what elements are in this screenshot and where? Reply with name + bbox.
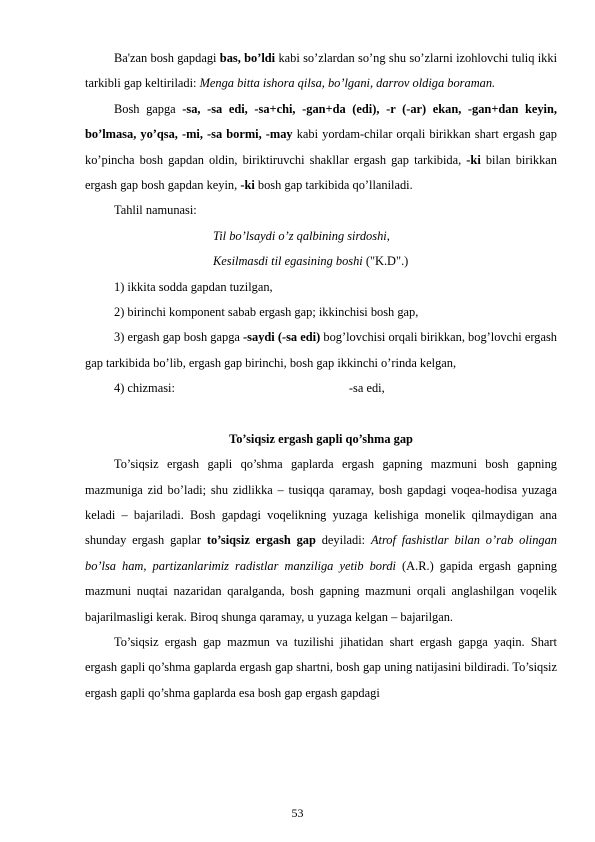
scheme-suffix: -sa edi, [348,381,385,396]
bold-term: to’siqsiz ergash gap [206,533,316,548]
verse-source: ("K.D".) [362,254,409,269]
bold-term: -ki [466,152,481,167]
example-sentence: Atrof fashistlar bilan o’rab olingan bo’lsa ham, partizanlarimiz radistlar manziliga yetib bordi [85,533,557,573]
analysis-item-4: 4) chizmasi: -sa edi, [85,376,557,401]
paragraph-concessive-definition: To’siqsiz ergash gapli qo’shma gaplarda ergash gapning mazmuni bosh gapning mazmuniga zid bo’ladi; shu zidlikka – tusiqqa qaramay, bosh gapdagi voqea-hodisa yuzaga keladi – bajariladi. Bosh gapdagi voqelikning yuzaga kelishiga monelik qilmaydigan ana shunday ergash gaplar to’siqsiz ergash gap deyiladi: Atrof fashistlar bilan o’rab olingan bo’lsa ham, partizanlarimiz radistlar manziliga yetib bordi (A.R.) gapida ergash gapning mazmuni nuqtai nazaridan qaralganda, bosh gapning mazmuni orqali anglashilgan voqelik bajarilmasligi kerak. Biroq shunga qaramay, u yuzaga kelgan – bajarilgan. [85,457,557,624]
page-number: 53 [291,806,304,820]
paragraph-concessive-comparison: To’siqsiz ergash gap mazmun va tuzilishi jihatidan shart ergash gapga yaqin. Shart ergash gapli qo’shma gaplarda ergash gap shartni, bosh gap uning natijasini bildiradi. To’siqsiz ergash gapli qo’shma gaplarda esa bosh gap ergash gapdagi [85,634,557,700]
verse-line-1: Til bo’lsaydi o’z qalbining sirdoshi, [213,228,390,243]
section-heading: To’siqsiz ergash gapli qo’shma gap [229,431,413,446]
bold-term: -sa, -sa edi, -sa+chi, -gan+da (edi), -r (-ar) ekan, -gan+dan keyin, bo’lmasa, yo’qsa, -mi, -sa bormi, -may [85,101,557,142]
page-body [85,46,557,706]
analysis-item-2: 2) birinchi komponent sabab ergash gap; ikkinchisi bosh gap, [114,305,419,320]
analysis-label: Tahlil namunasi: [114,203,197,218]
paragraph-bas-boldi: Ba'zan bosh gapdagi bas, bo’ldi kabi so’zlardan so’ng shu so’zlarni izohlovchi tuliq ikki tarkibli gap keltiriladi: Menga bitta ishora qilsa, bo’lgani, darrov oldiga boraman. [85,51,558,91]
example-sentence: Menga bitta ishora qilsa, bo’lgani, darrov oldiga boraman. [199,76,496,91]
verse-line-2: Kesilmasdi til egasining boshi ("K.D".) [213,254,409,269]
bold-term: bas, bo’ldi [219,51,276,65]
bold-term: -saydi (-sa edi) [243,330,321,345]
paragraph-conditional-suffixes: Bosh gapga -sa, -sa edi, -sa+chi, -gan+da (edi), -r (-ar) ekan, -gan+dan keyin, bo’lmasa, yo’qsa, -mi, -sa bormi, -may kabi yordam-chilar orqali birikkan shart ergash gap ko’pincha bosh gapdan oldin, biriktiruvchi shakllar ergash gap tarkibida, -ki bilan birikkan ergash gap bosh gapdan keyin, -ki bosh gap tarkibida qo’llaniladi. [85,101,558,193]
bold-term: -ki [240,178,255,193]
analysis-item-3: 3) ergash gap bosh gapga -saydi (-sa edi) bog’lovchisi orqali birikkan, bog’lovchi ergash gap tarkibida bo’lib, ergash gap birinchi, bosh gap ikkinchi o’rinda kelgan, [85,330,558,370]
analysis-item-1: 1) ikkita sodda gapdan tuzilgan, [114,279,273,294]
